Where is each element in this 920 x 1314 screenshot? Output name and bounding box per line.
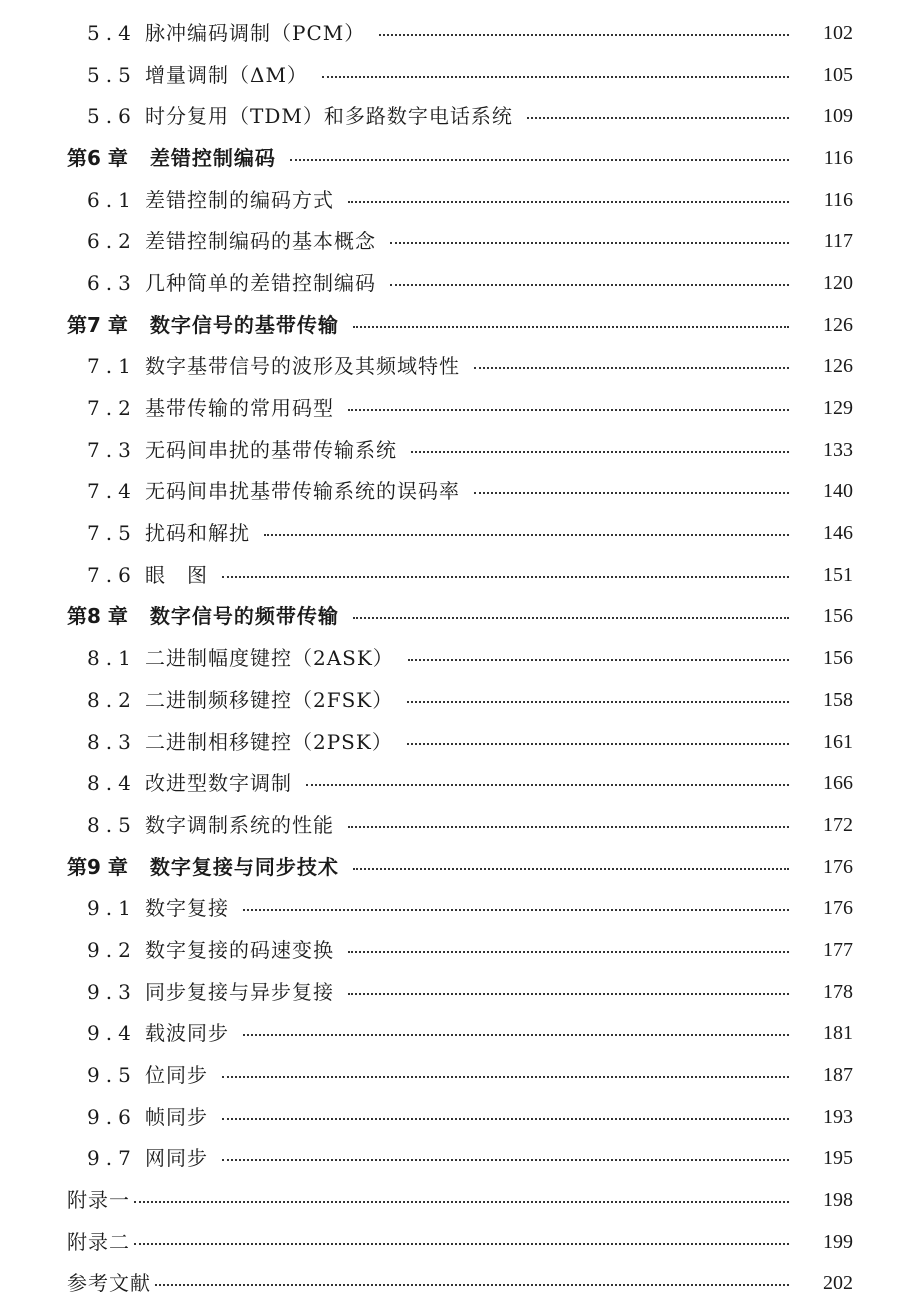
dot-leader (348, 201, 789, 203)
toc-entry-page-number: 177 (823, 938, 853, 961)
toc-entry-number: 9.2 (87, 937, 137, 962)
toc-section-entry[interactable] (0, 54, 920, 96)
toc-entry-page-number: 102 (823, 21, 853, 44)
toc-entry-number: 7.6 (87, 562, 137, 587)
dot-leader (407, 743, 789, 745)
dot-leader (408, 659, 789, 661)
toc-entry-page-number: 151 (823, 563, 853, 586)
toc-entry-page-number: 117 (823, 230, 853, 253)
dot-leader (353, 868, 789, 870)
toc-chapter-entry[interactable] (0, 596, 920, 638)
table-of-contents (0, 12, 920, 1304)
toc-section-entry[interactable] (0, 804, 920, 846)
toc-entry-page-number: 156 (823, 605, 853, 628)
toc-entry-title: 数字基带信号的波形及其频域特性 (145, 354, 460, 379)
toc-entry-page-number: 178 (823, 980, 853, 1003)
toc-entry-title: 改进型数字调制 (145, 771, 292, 796)
toc-section-entry[interactable] (0, 1054, 920, 1096)
toc-entry-page-number: 202 (823, 1272, 853, 1295)
toc-entry-page-number: 126 (823, 355, 853, 378)
toc-entry-title: 数字调制系统的性能 (145, 812, 334, 837)
toc-entry-page-number: 120 (823, 271, 853, 294)
toc-section-entry[interactable] (0, 637, 920, 679)
toc-entry-title: 数字复接 (145, 896, 229, 921)
toc-entry-title: 无码间串扰基带传输系统的误码率 (145, 479, 460, 504)
toc-entry-page-number: 105 (823, 63, 853, 86)
toc-section-entry[interactable] (0, 95, 920, 137)
toc-entry-number: 8.4 (87, 771, 137, 796)
toc-chapter-entry[interactable] (0, 304, 920, 346)
toc-entry-page-number: 161 (823, 730, 853, 753)
toc-entry-number: 第8 章 (67, 604, 128, 629)
toc-entry-page-number: 193 (823, 1105, 853, 1128)
toc-entry-title: 附录一 (67, 1188, 130, 1213)
toc-entry-number: 8.2 (87, 687, 137, 712)
toc-entry-number: 7.4 (87, 479, 137, 504)
toc-section-entry[interactable] (0, 471, 920, 513)
toc-entry-title: 数字信号的频带传输 (149, 604, 339, 629)
toc-entry-title: 眼 图 (145, 562, 208, 587)
toc-entry-number: 9.4 (87, 1021, 137, 1046)
toc-entry-number: 5.4 (87, 20, 137, 45)
toc-section-entry[interactable] (0, 1096, 920, 1138)
toc-section-entry[interactable] (0, 762, 920, 804)
dot-leader (306, 784, 789, 786)
toc-entry-title: 基带传输的常用码型 (145, 396, 334, 421)
toc-entry-number: 8.1 (87, 646, 137, 671)
dot-leader (348, 993, 789, 995)
toc-entry-page-number: 166 (823, 772, 853, 795)
toc-section-entry[interactable] (0, 554, 920, 596)
toc-entry-page-number: 133 (823, 438, 853, 461)
toc-entry-page-number: 158 (823, 688, 853, 711)
toc-entry-number: 8.5 (87, 812, 137, 837)
toc-entry-title: 增量调制（ΔM） (145, 62, 308, 87)
toc-entry-number: 第9 章 (67, 854, 128, 879)
dot-leader (379, 34, 789, 36)
dot-leader (243, 1034, 789, 1036)
dot-leader (353, 617, 789, 619)
toc-entry-number: 6.3 (87, 270, 137, 295)
toc-section-entry[interactable] (0, 512, 920, 554)
toc-entry-number: 6.2 (87, 229, 137, 254)
toc-section-entry[interactable] (0, 1013, 920, 1055)
toc-entry-number: 5.6 (87, 104, 137, 129)
toc-entry-page-number: 116 (823, 146, 853, 169)
toc-section-entry[interactable] (0, 179, 920, 221)
toc-entry-page-number: 116 (823, 188, 853, 211)
dot-leader (155, 1284, 789, 1286)
toc-entry-page-number: 129 (823, 397, 853, 420)
dot-leader (390, 242, 789, 244)
toc-entry-number: 7.2 (87, 396, 137, 421)
toc-entry-title: 二进制幅度键控（2ASK） (145, 646, 394, 671)
toc-entry-title: 载波同步 (145, 1021, 229, 1046)
toc-entry-title: 二进制相移键控（2PSK） (145, 729, 393, 754)
dot-leader (348, 409, 789, 411)
toc-entry-title: 时分复用（TDM）和多路数字电话系统 (145, 104, 513, 129)
toc-entry-number: 7.3 (87, 437, 137, 462)
toc-section-entry[interactable] (0, 679, 920, 721)
toc-appendix-entry[interactable] (0, 1179, 920, 1221)
toc-entry-title: 无码间串扰的基带传输系统 (145, 437, 397, 462)
toc-entry-title: 数字复接与同步技术 (149, 854, 339, 879)
toc-entry-page-number: 156 (823, 647, 853, 670)
toc-section-entry[interactable] (0, 387, 920, 429)
toc-entry-number: 第7 章 (67, 312, 128, 337)
toc-chapter-entry[interactable] (0, 846, 920, 888)
toc-entry-number: 9.3 (87, 979, 137, 1004)
dot-leader (222, 1159, 789, 1161)
dot-leader (222, 576, 789, 578)
toc-entry-title: 附录二 (67, 1229, 130, 1254)
toc-entry-number: 8.3 (87, 729, 137, 754)
toc-entry-title: 差错控制编码的基本概念 (145, 229, 376, 254)
dot-leader (222, 1118, 789, 1120)
toc-entry-page-number: 181 (823, 1022, 853, 1045)
toc-entry-page-number: 198 (823, 1189, 853, 1212)
toc-entry-number: 9.6 (87, 1104, 137, 1129)
toc-entry-number: 7.1 (87, 354, 137, 379)
dot-leader (243, 909, 789, 911)
toc-chapter-entry[interactable] (0, 137, 920, 179)
toc-entry-page-number: 109 (823, 105, 853, 128)
dot-leader (264, 534, 789, 536)
toc-entry-page-number: 199 (823, 1230, 853, 1253)
toc-entry-title: 差错控制的编码方式 (145, 187, 334, 212)
toc-entry-title: 二进制频移键控（2FSK） (145, 687, 394, 712)
toc-appendix-entry[interactable] (0, 1263, 920, 1305)
toc-entry-page-number: 176 (823, 897, 853, 920)
toc-section-entry[interactable] (0, 12, 920, 54)
toc-entry-page-number: 146 (823, 522, 853, 545)
dot-leader (474, 492, 789, 494)
dot-leader (348, 951, 789, 953)
toc-entry-title: 同步复接与异步复接 (145, 979, 334, 1004)
toc-section-entry[interactable] (0, 262, 920, 304)
toc-entry-number: 6.1 (87, 187, 137, 212)
dot-leader (411, 451, 789, 453)
toc-entry-number: 9.1 (87, 896, 137, 921)
toc-entry-title: 差错控制编码 (149, 145, 276, 170)
toc-entry-page-number: 126 (823, 313, 853, 336)
dot-leader (134, 1201, 789, 1203)
toc-entry-title: 网同步 (145, 1146, 208, 1171)
toc-section-entry[interactable] (0, 346, 920, 388)
toc-entry-page-number: 187 (823, 1064, 853, 1087)
toc-entry-title: 参考文献 (67, 1271, 151, 1296)
toc-entry-page-number: 195 (823, 1147, 853, 1170)
dot-leader (407, 701, 789, 703)
toc-entry-number: 7.5 (87, 521, 137, 546)
toc-section-entry[interactable] (0, 929, 920, 971)
dot-leader (290, 159, 789, 161)
toc-entry-number: 5.5 (87, 62, 137, 87)
toc-entry-page-number: 176 (823, 855, 853, 878)
toc-section-entry[interactable] (0, 1138, 920, 1180)
toc-entry-title: 几种简单的差错控制编码 (145, 270, 376, 295)
dot-leader (474, 367, 789, 369)
toc-entry-title: 位同步 (145, 1063, 208, 1088)
toc-entry-number: 第6 章 (67, 145, 128, 170)
toc-entry-number: 9.7 (87, 1146, 137, 1171)
dot-leader (348, 826, 789, 828)
toc-entry-title: 脉冲编码调制（PCM） (145, 20, 366, 45)
toc-section-entry[interactable] (0, 887, 920, 929)
dot-leader (353, 326, 789, 328)
dot-leader (322, 76, 789, 78)
toc-entry-number: 9.5 (87, 1063, 137, 1088)
toc-entry-title: 数字信号的基带传输 (149, 312, 339, 337)
toc-entry-page-number: 172 (823, 813, 853, 836)
dot-leader (134, 1243, 789, 1245)
toc-section-entry[interactable] (0, 220, 920, 262)
toc-entry-title: 扰码和解扰 (145, 521, 250, 546)
toc-entry-title: 数字复接的码速变换 (145, 937, 334, 962)
toc-appendix-entry[interactable] (0, 1221, 920, 1263)
toc-section-entry[interactable] (0, 721, 920, 763)
toc-section-entry[interactable] (0, 429, 920, 471)
toc-entry-page-number: 140 (823, 480, 853, 503)
dot-leader (222, 1076, 789, 1078)
toc-section-entry[interactable] (0, 971, 920, 1013)
dot-leader (527, 117, 789, 119)
dot-leader (390, 284, 789, 286)
toc-entry-title: 帧同步 (145, 1104, 208, 1129)
